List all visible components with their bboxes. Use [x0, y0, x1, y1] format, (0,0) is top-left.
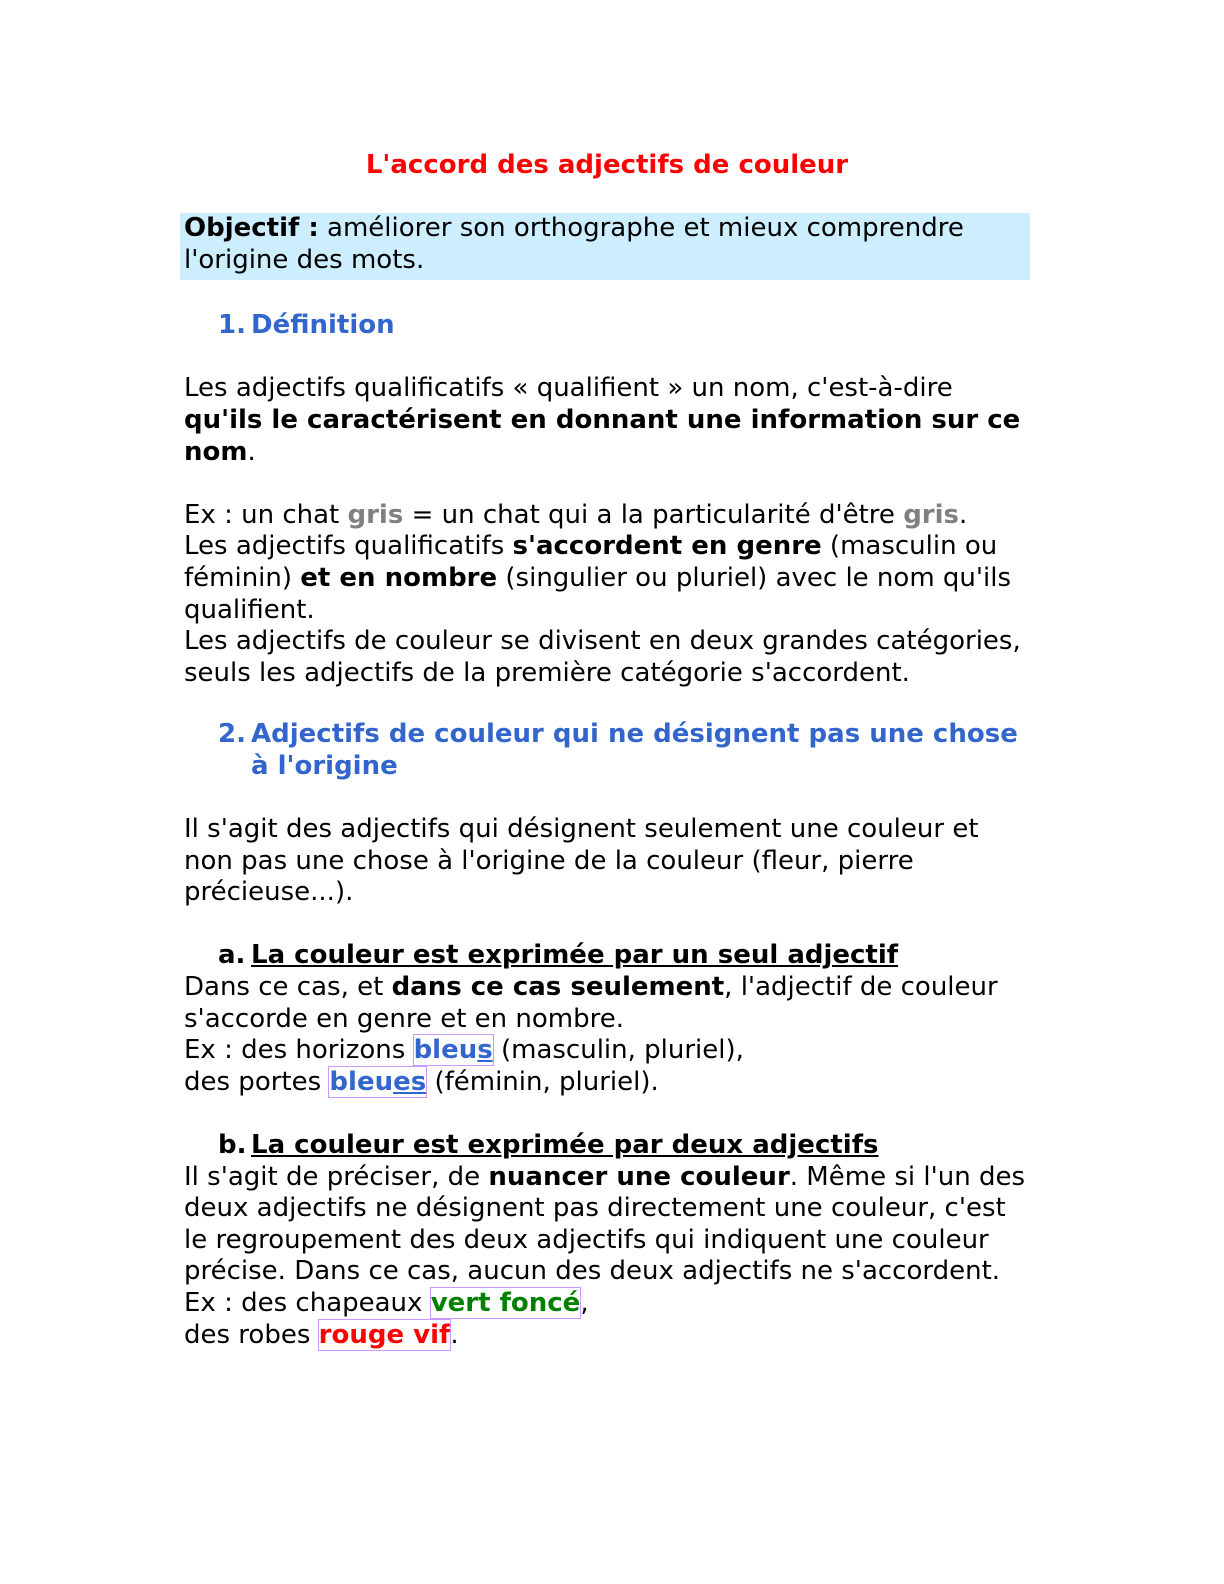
categories-paragraph: Les adjectifs de couleur se divisent en deux grandes catégories, seuls les adjectifs de la première catégorie s'accordent. — [184, 626, 1021, 688]
subsection-a-heading — [184, 940, 1030, 972]
definition-end: . — [247, 436, 256, 467]
agreement-text-c: (singulier ou pluriel) avec le nom qu'ils qualifient. — [184, 562, 1012, 625]
agreement-text-b: (masculin ou féminin) — [184, 531, 998, 593]
example-chapeaux-text: Ex : des chapeaux — [184, 1288, 431, 1318]
example-bleus — [414, 1035, 493, 1065]
example-horizons — [184, 1035, 1030, 1067]
subsection-a-letter: a. — [218, 940, 246, 971]
bleus-suffix: s — [477, 1035, 493, 1066]
section-1-heading — [184, 310, 1030, 342]
agreement-bold-2: et en nombre — [300, 562, 498, 593]
example-portes — [184, 1067, 1030, 1099]
section-2-heading — [184, 719, 1030, 782]
example-robes-text: des robes — [184, 1319, 319, 1350]
objective-text: améliorer son orthographe et mieux comprendre l'origine des mots. — [184, 213, 964, 275]
subsection-a-text — [184, 972, 1030, 1035]
objective-label: Objectif : — [184, 213, 319, 243]
example-horizons-text: Ex : des horizons — [184, 1035, 414, 1066]
bleues-root: bleu — [329, 1066, 394, 1097]
example-gris-1: gris — [347, 499, 404, 530]
example-text-c: . — [959, 499, 968, 530]
definition-bold: qu'ils le caractérisent en donnant une information sur ce nom — [184, 404, 1021, 467]
bleus-root: bleu — [413, 1035, 478, 1066]
sub-a-text-end: , l'adjectif de couleur s'accorde en genre et en nombre. — [184, 972, 998, 1034]
section-2-title: Adjectifs de couleur qui ne désignent pas une chose à l'origine — [251, 719, 1018, 781]
example-robes-end: . — [450, 1319, 459, 1350]
agreement-bold-1: s'accordent en genre — [512, 531, 822, 562]
example-portes-text: des portes — [184, 1066, 330, 1097]
example-gris-2: gris — [903, 499, 960, 530]
sub-b-bold: nuancer une couleur — [488, 1161, 790, 1192]
example-robes — [184, 1320, 1030, 1352]
example-chapeaux — [184, 1288, 1030, 1320]
definition-text: Les adjectifs qualificatifs « qualifient » un nom, c'est-à-dire — [184, 373, 953, 404]
document-page — [184, 148, 1030, 1351]
example-bleues — [329, 1067, 426, 1097]
bleues-suffix: es — [393, 1066, 427, 1097]
example-text-b: = un chat qui a la particularité d'être — [403, 499, 904, 530]
definition-paragraph — [184, 373, 1030, 468]
example-rouge-vif: rouge vif — [318, 1319, 451, 1350]
section-1-number: 1. — [218, 310, 246, 341]
sub-b-text-1: Il s'agit de préciser, de — [184, 1161, 489, 1192]
subsection-b-heading — [184, 1130, 1030, 1162]
example-horizons-note: (masculin, pluriel), — [492, 1035, 744, 1066]
subsection-b-letter: b. — [218, 1130, 247, 1161]
subsection-b-title: La couleur est exprimée par deux adjectifs — [251, 1130, 879, 1161]
example-chapeaux-end: , — [580, 1288, 589, 1318]
sub-a-bold: dans ce cas seulement — [391, 972, 725, 1003]
sub-a-text-1: Dans ce cas, et — [184, 972, 392, 1003]
subsection-a-title: La couleur est exprimée par un seul adjectif — [251, 940, 899, 971]
subsection-b-text — [184, 1162, 1030, 1288]
example-text-a: Ex : un chat — [184, 499, 348, 530]
example-chat — [184, 500, 1030, 532]
example-vert-fonce: vert foncé — [430, 1288, 581, 1318]
example-portes-note: (féminin, pluriel). — [426, 1066, 659, 1097]
page-title: L'accord des adjectifs de couleur — [365, 150, 849, 180]
section-2-number: 2. — [218, 719, 246, 750]
agreement-text-a: Les adjectifs qualificatifs — [184, 531, 513, 562]
sub-b-text-end: . Même si l'un des deux adjectifs ne désignent pas directement une couleur, c'est le regroupement des deux adjectifs qui indiquent une couleur précise. Dans ce cas, aucun des deux adjectifs ne s'accordent. — [184, 1161, 1025, 1287]
section-1-title: Définition — [251, 310, 395, 341]
section-2-intro: Il s'agit des adjectifs qui désignent seulement une couleur et non pas une chose à l'origine de la couleur (fleur, pierre précieuse...). — [184, 814, 979, 908]
agreement-paragraph — [184, 531, 1030, 626]
objective-box — [180, 213, 1030, 280]
